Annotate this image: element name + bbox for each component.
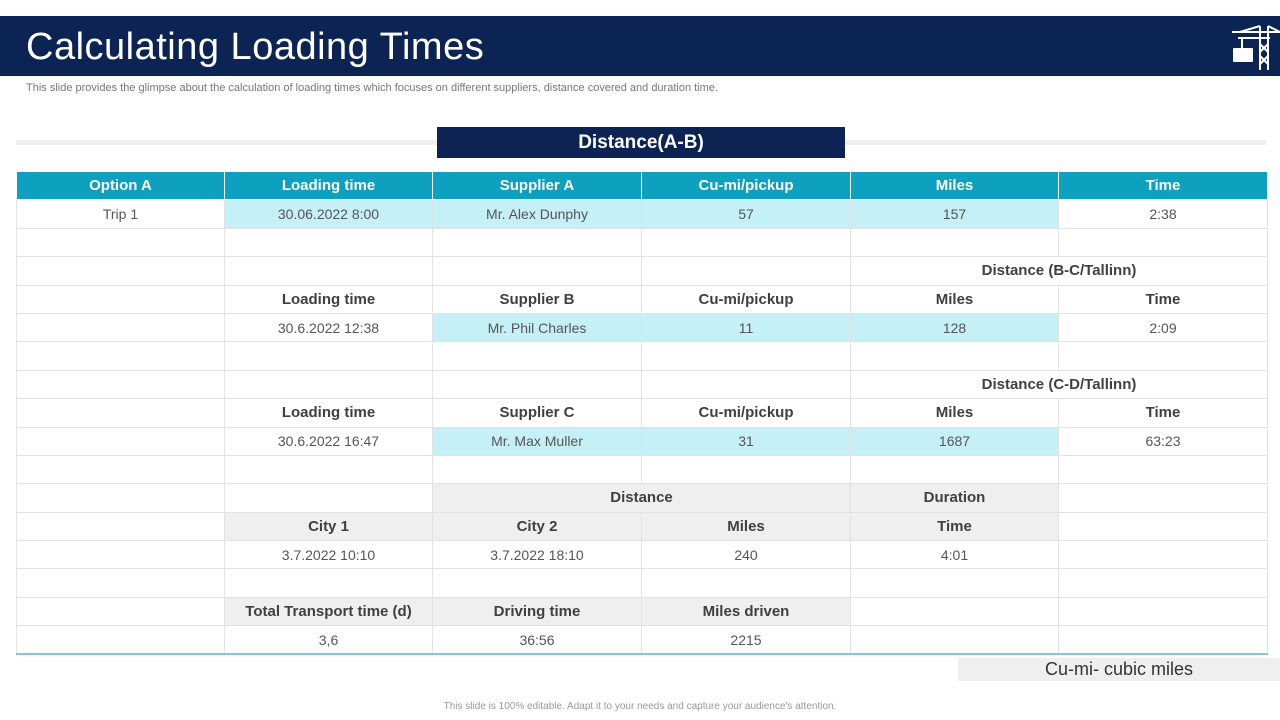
table-cell: 157 — [851, 200, 1059, 228]
distance-label: Distance — [433, 484, 851, 512]
header-cell: Option A — [17, 172, 225, 200]
table-row — [17, 484, 1268, 512]
table-cell: 30.6.2022 16:47 — [225, 427, 433, 455]
table-cell: Time — [1059, 285, 1268, 313]
table-row — [17, 626, 1268, 654]
table-cell: 36:56 — [433, 626, 642, 654]
table-cell: Cu-mi/pickup — [642, 285, 851, 313]
table-cell: Trip 1 — [17, 200, 225, 228]
table-cell: Driving time — [433, 597, 642, 625]
table-cell: Mr. Phil Charles — [433, 313, 642, 341]
table-row — [17, 257, 1268, 285]
table-cell: City 1 — [225, 512, 433, 540]
table-cell: Miles — [642, 512, 851, 540]
loading-times-table — [16, 171, 1268, 655]
section-c-label: Distance (C-D/Tallinn) — [851, 370, 1268, 398]
table-row — [17, 200, 1268, 228]
header-cell: Supplier A — [433, 172, 642, 200]
table-row — [17, 427, 1268, 455]
table-cell: 3,6 — [225, 626, 433, 654]
table-cell: 3.7.2022 10:10 — [225, 541, 433, 569]
table-cell: 57 — [642, 200, 851, 228]
table-cell: 30.06.2022 8:00 — [225, 200, 433, 228]
table-cell: Cu-mi/pickup — [642, 399, 851, 427]
table-cell: Loading time — [225, 285, 433, 313]
table-cell: Time — [851, 512, 1059, 540]
table-row — [17, 228, 1268, 256]
crane-icon — [1230, 24, 1280, 70]
table-cell: City 2 — [433, 512, 642, 540]
table-cell: Mr. Alex Dunphy — [433, 200, 642, 228]
table-row — [17, 512, 1268, 540]
table-cell: 2:38 — [1059, 200, 1268, 228]
table-cell: 63:23 — [1059, 427, 1268, 455]
table-cell: Miles driven — [642, 597, 851, 625]
table-row — [17, 370, 1268, 398]
table-row — [17, 399, 1268, 427]
table-cell: 4:01 — [851, 541, 1059, 569]
page-title: Calculating Loading Times — [26, 26, 485, 68]
section-b-label: Distance (B-C/Tallinn) — [851, 257, 1268, 285]
table-row — [17, 455, 1268, 483]
table-cell: Supplier B — [433, 285, 642, 313]
table-row — [17, 569, 1268, 597]
table-header-row — [17, 172, 1268, 200]
table-cell: Supplier C — [433, 399, 642, 427]
top-margin — [0, 0, 1280, 16]
cubic-miles-note: Cu-mi- cubic miles — [958, 658, 1280, 681]
table-cell: 240 — [642, 541, 851, 569]
table-cell: Loading time — [225, 399, 433, 427]
table-cell: Time — [1059, 399, 1268, 427]
table-cell: 2215 — [642, 626, 851, 654]
table-row — [17, 342, 1268, 370]
table-cell: 30.6.2022 12:38 — [225, 313, 433, 341]
table-cell: 31 — [642, 427, 851, 455]
header-cell: Miles — [851, 172, 1059, 200]
table-row — [17, 285, 1268, 313]
table-cell: 2:09 — [1059, 313, 1268, 341]
table-row — [17, 541, 1268, 569]
table-cell: Miles — [851, 285, 1059, 313]
table-row — [17, 597, 1268, 625]
duration-label: Duration — [851, 484, 1059, 512]
table-cell: 11 — [642, 313, 851, 341]
table-cell: Miles — [851, 399, 1059, 427]
table-cell: Total Transport time (d) — [225, 597, 433, 625]
table-cell: 3.7.2022 18:10 — [433, 541, 642, 569]
table-row — [17, 313, 1268, 341]
table-cell: 128 — [851, 313, 1059, 341]
slide-footer: This slide is 100% editable. Adapt it to your needs and capture your audience's attention. — [443, 701, 837, 712]
header-cell: Loading time — [225, 172, 433, 200]
title-bar — [0, 16, 1280, 76]
distance-ab-banner: Distance(A-B) — [437, 127, 845, 158]
slide-subtitle: This slide provides the glimpse about the calculation of loading times which focuses on different suppliers, distance covered and duration time. — [26, 82, 718, 94]
table-cell: 1687 — [851, 427, 1059, 455]
header-cell: Cu-mi/pickup — [642, 172, 851, 200]
header-cell: Time — [1059, 172, 1268, 200]
table-cell: Mr. Max Muller — [433, 427, 642, 455]
